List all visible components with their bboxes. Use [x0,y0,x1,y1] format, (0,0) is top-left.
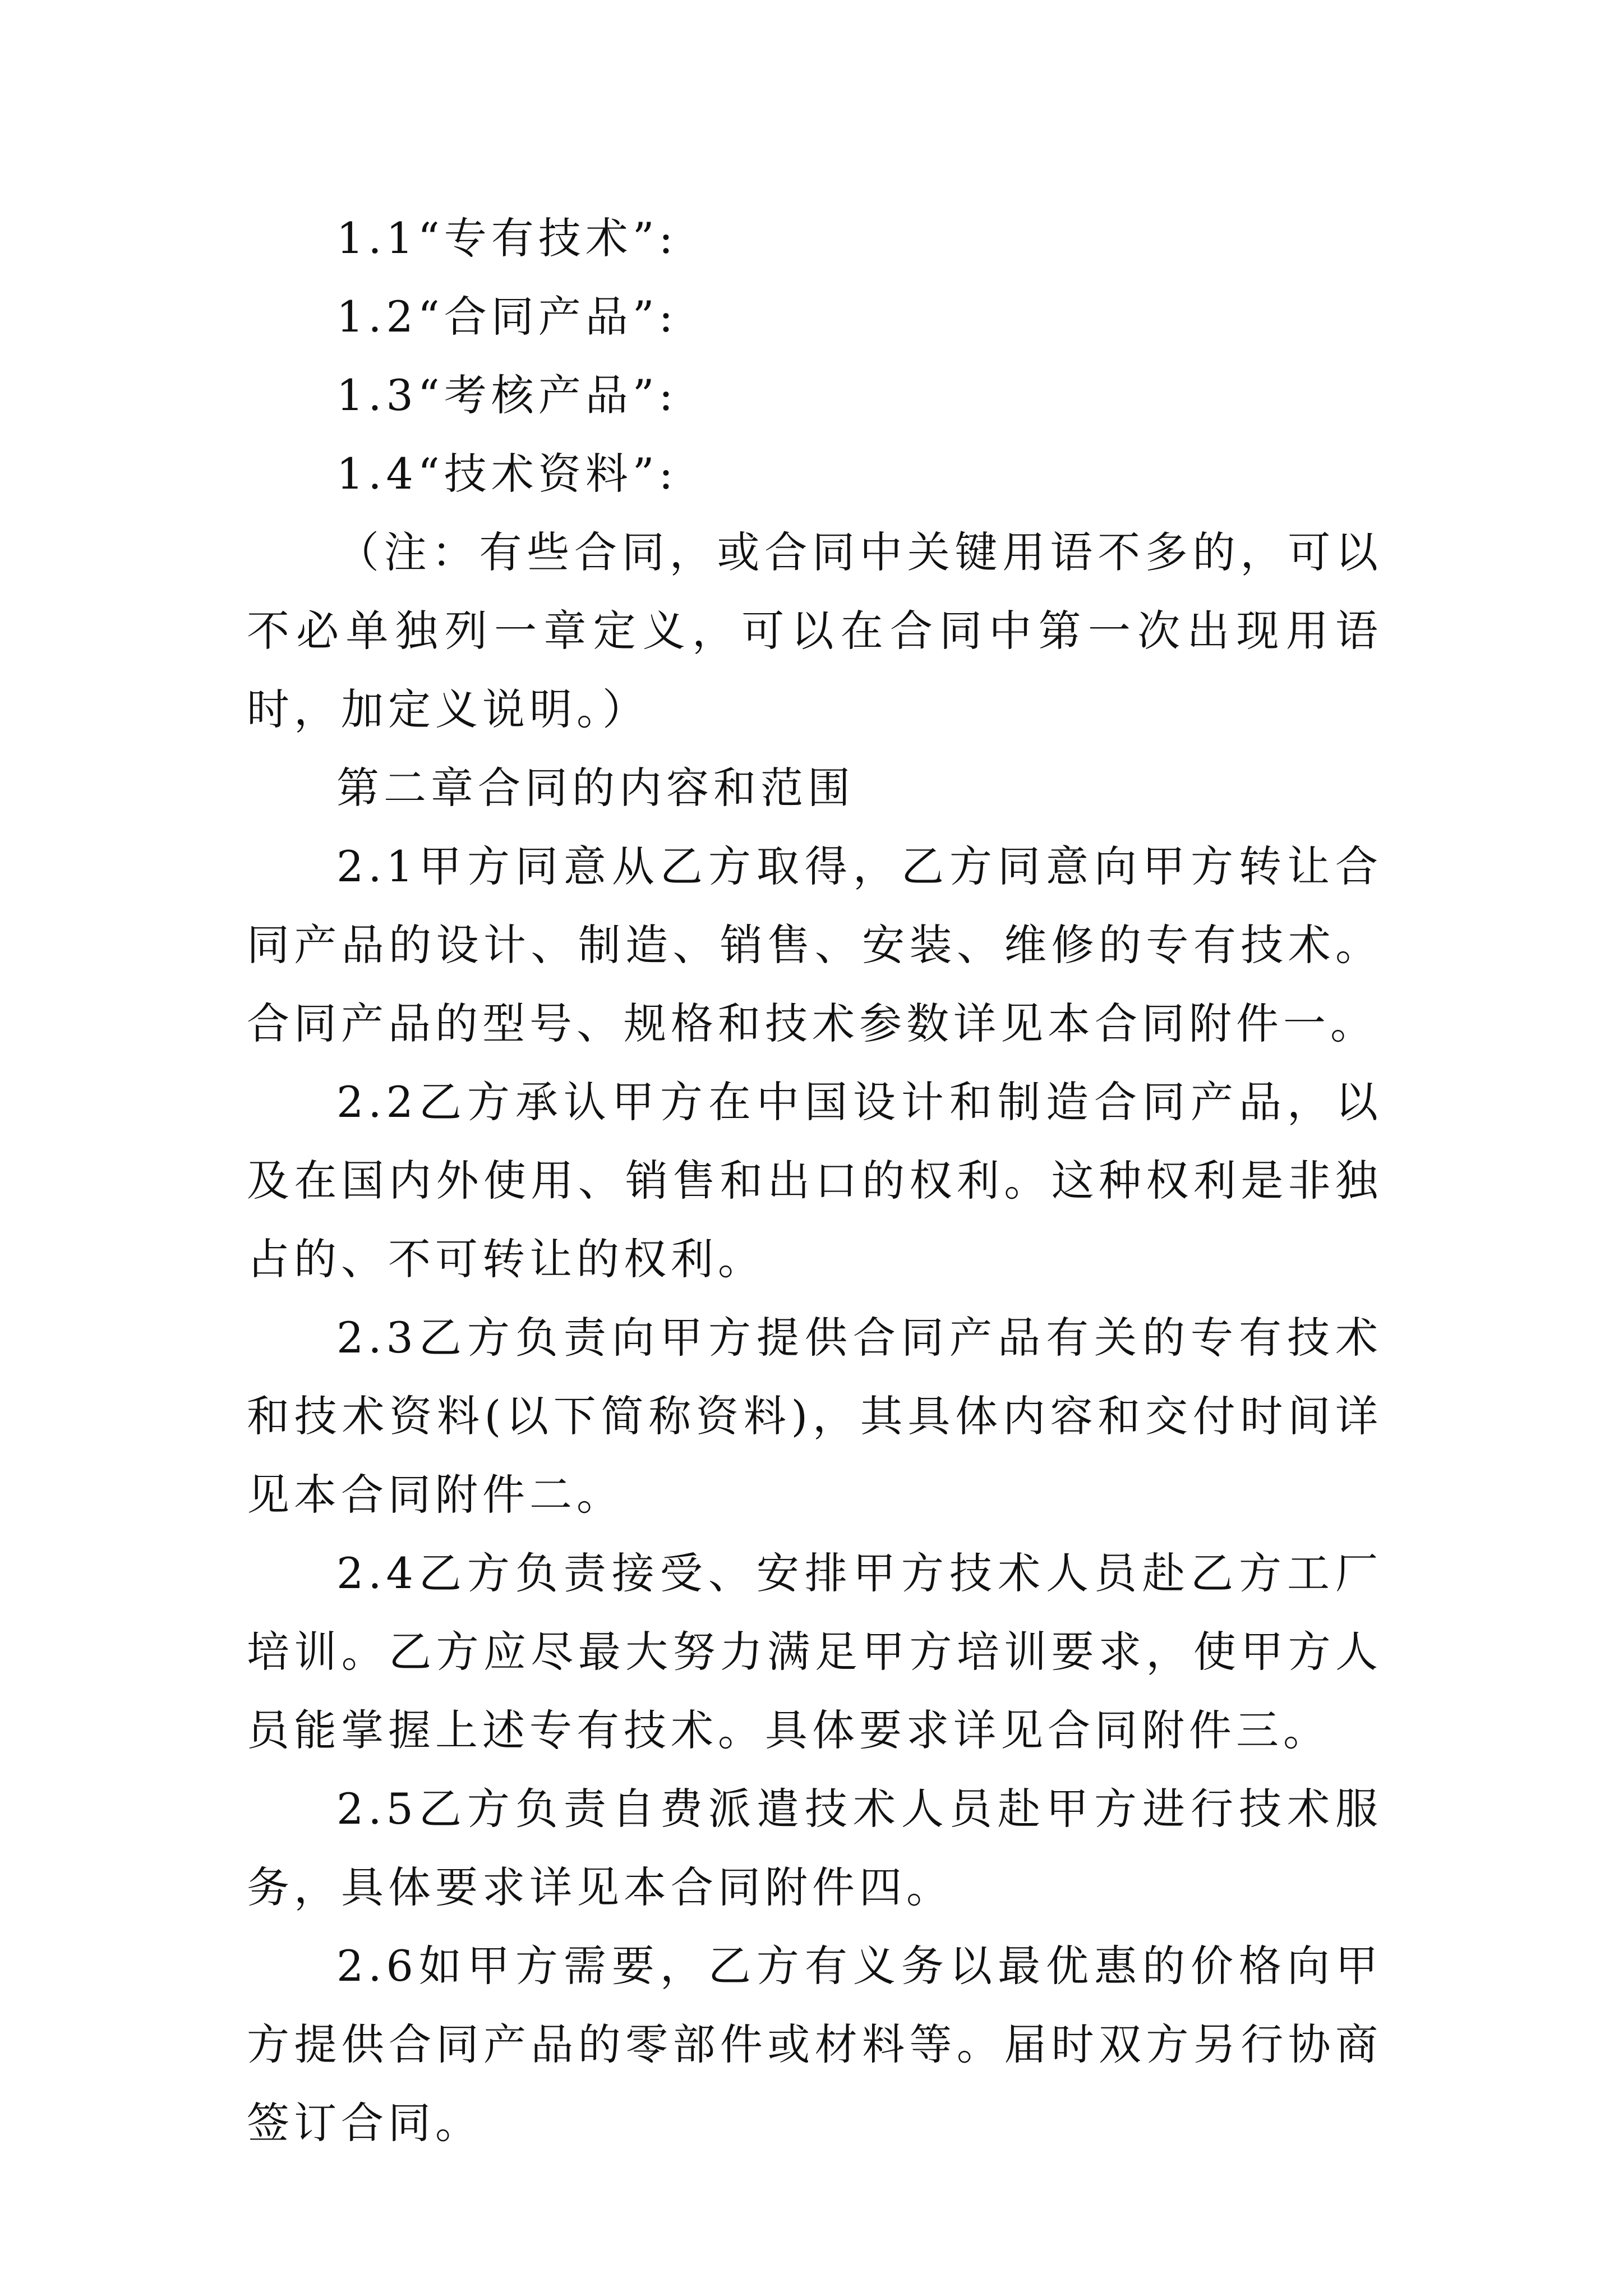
definition-item: 1.4“技术资料”: [336,449,678,499]
chapter-title: 第二章合同的内容和范围 [336,763,855,813]
definition-item: 1.3“考核产品”: [336,370,678,420]
note-paragraph: （注：有些合同，或合同中关键用语不多的，可以不必单独列一章定义，可以在合同中第一次出现用语时，加定义说明。） [247,527,1382,734]
document-body [247,199,1382,2162]
definition-item: 1.1“专有技术”: [336,213,678,263]
clause-paragraph: 2.3乙方负责向甲方提供合同产品有关的专有技术和技术资料(以下简称资料)，其具体内容和交付时间详见本合同附件二。 [247,1313,1382,1520]
definition-item: 1.2“合同产品”: [336,292,678,342]
clause-paragraph: 2.5乙方负责自费派遣技术人员赴甲方进行技术服务，具体要求详见本合同附件四。 [247,1784,1382,1912]
clause-paragraph: 2.4乙方负责接受、安排甲方技术人员赴乙方工厂培训。乙方应尽最大努力满足甲方培训要求，使甲方人员能掌握上述专有技术。具体要求详见合同附件三。 [247,1548,1382,1755]
clause-paragraph: 2.2乙方承认甲方在中国设计和制造合同产品，以及在国内外使用、销售和出口的权利。这种权利是非独占的、不可转让的权利。 [247,1077,1382,1284]
clause-paragraph: 2.6如甲方需要，乙方有义务以最优惠的价格向甲方提供合同产品的零部件或材料等。届时双方另行协商签订合同。 [247,1941,1382,2148]
clause-paragraph: 2.1甲方同意从乙方取得，乙方同意向甲方转让合同产品的设计、制造、销售、安装、维修的专有技术。合同产品的型号、规格和技术参数详见本合同附件一。 [247,841,1382,1048]
